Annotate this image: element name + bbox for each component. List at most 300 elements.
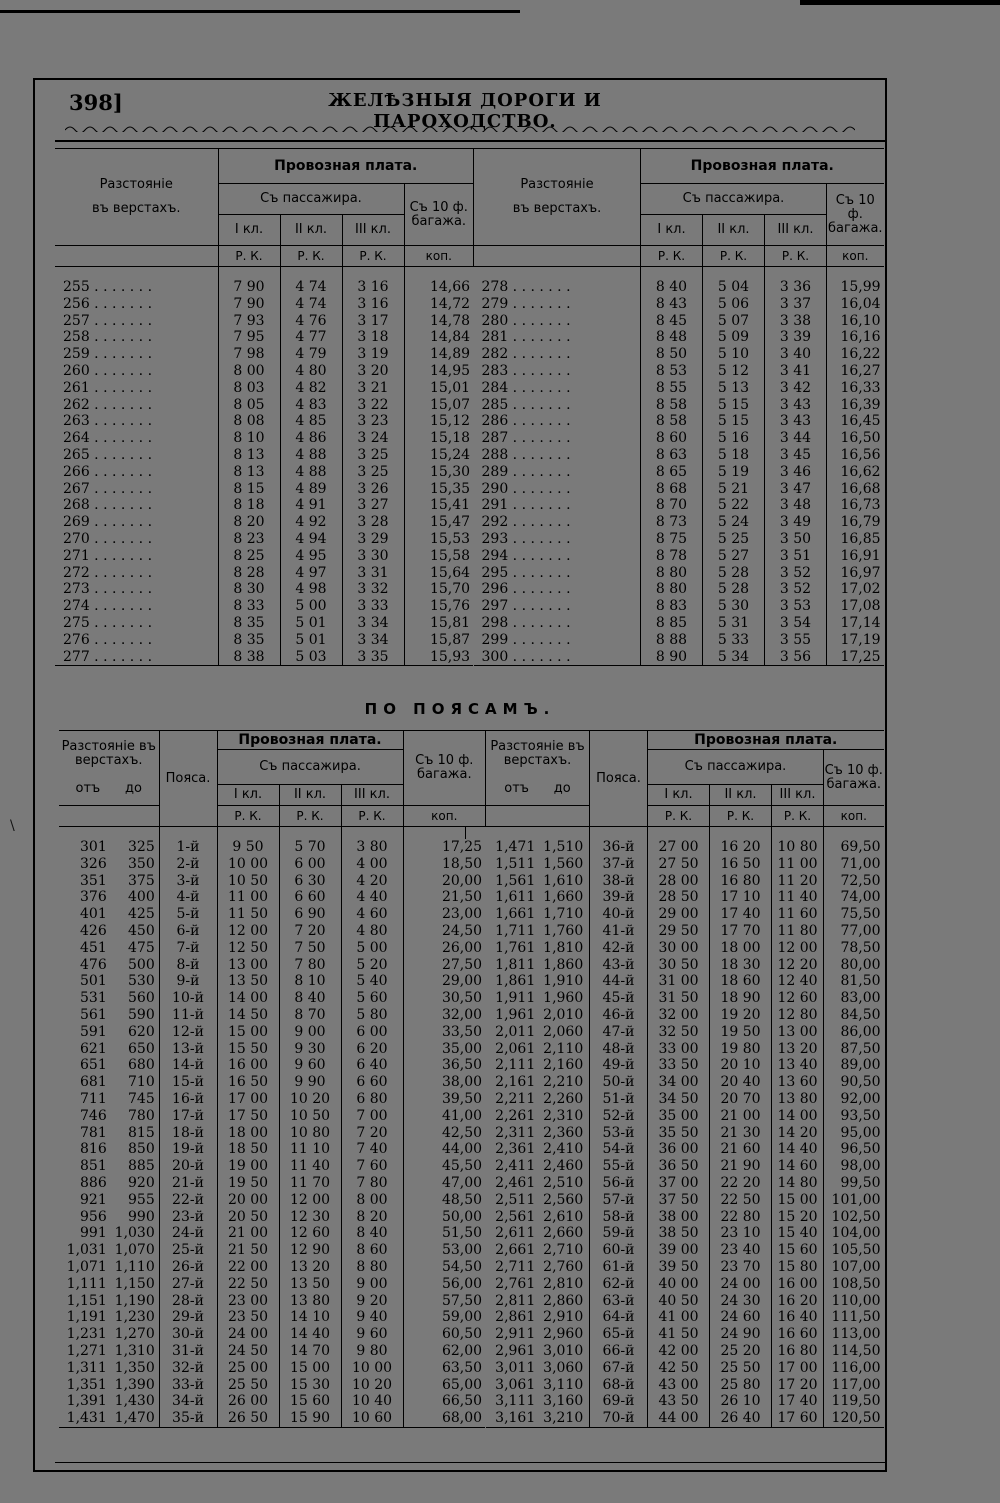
baggage-fare: 15,53 (404, 531, 473, 548)
baggage-fare: 16,10 (827, 313, 884, 330)
distance-header-line2: въ верстахъ. (512, 201, 602, 216)
table-row (59, 1259, 485, 1276)
zone-table-left-body (59, 827, 485, 1428)
unit-rk: Р. К. (341, 806, 403, 827)
class2-fare: 5 27 (703, 548, 765, 565)
baggage-fare: 86,00 (824, 1024, 884, 1041)
zone-cell: 44-й (590, 973, 648, 990)
distance-cell (474, 531, 641, 548)
range-from: 1,611 (495, 889, 536, 906)
leader-dots: . . . . . . . (89, 362, 153, 379)
range-from: 1,351 (66, 1376, 107, 1393)
distance-cell (55, 632, 218, 649)
table-row (486, 1309, 884, 1326)
class2-fare: 6 30 (279, 873, 341, 890)
table-row (474, 548, 884, 565)
range-cell (486, 1293, 590, 1310)
class3-fare: 8 40 (341, 1225, 403, 1242)
table-row (59, 1125, 485, 1142)
distance-cell (474, 346, 641, 363)
spacer-cell (827, 267, 884, 280)
leader-dots: . . . . . . . (508, 463, 571, 480)
class3-fare: 3 20 (342, 363, 404, 380)
class2-fare: 25 50 (710, 1360, 772, 1377)
baggage-fare: 15,70 (404, 581, 473, 598)
class1-fare: 42 00 (648, 1343, 710, 1360)
range-cell (486, 873, 590, 890)
range-cell (486, 990, 590, 1007)
class1-fare: 19 00 (217, 1158, 279, 1175)
distance-value: 290 (481, 480, 509, 497)
class3-fare: 13 40 (772, 1057, 824, 1074)
range-from: 1,561 (495, 872, 536, 889)
spacer-cell (403, 827, 465, 840)
range-to: 1,230 (114, 1309, 155, 1326)
class1-fare: 8 68 (641, 481, 703, 498)
class2-fare: 21 60 (710, 1141, 772, 1158)
baggage-fare: 14,72 (404, 296, 473, 313)
class2-header: II кл. (280, 215, 342, 246)
class1-fare: 8 55 (641, 380, 703, 397)
table-row (474, 447, 884, 464)
class3-fare: 3 38 (765, 313, 827, 330)
class3-fare: 3 44 (765, 430, 827, 447)
zone-table-right-body (486, 827, 884, 1428)
class2-fare: 4 88 (280, 464, 342, 481)
range-from: 1,961 (495, 1006, 536, 1023)
class3-fare: 3 51 (765, 548, 827, 565)
class3-fare: 3 48 (765, 497, 827, 514)
unit-rk: Р. К. (641, 246, 703, 267)
class2-fare: 10 50 (279, 1108, 341, 1125)
class1-fare: 8 58 (641, 397, 703, 414)
distance-value: 299 (481, 631, 509, 648)
distance-cell (474, 649, 641, 666)
class1-fare: 12 50 (217, 940, 279, 957)
distance-value: 294 (481, 547, 509, 564)
class3-fare: 13 20 (772, 1041, 824, 1058)
distance-header-line2: въ верстахъ. (91, 201, 181, 216)
zone-cell: 12-й (159, 1024, 217, 1041)
class3-fare: 3 25 (342, 447, 404, 464)
distance-cell (474, 296, 641, 313)
class2-fare: 24 00 (710, 1276, 772, 1293)
table-row (486, 1242, 884, 1259)
table-row (59, 1225, 485, 1242)
class3-fare: 16 40 (772, 1309, 824, 1326)
baggage-fare: 17,02 (827, 581, 884, 598)
class1-fare: 20 50 (217, 1209, 279, 1226)
class2-fare: 4 86 (280, 430, 342, 447)
distance-value: 292 (481, 514, 509, 531)
class3-fare: 3 24 (342, 430, 404, 447)
range-to: 990 (128, 1208, 155, 1225)
class1-fare: 18 50 (217, 1141, 279, 1158)
class1-fare: 7 90 (218, 279, 280, 296)
distance-value: 278 (481, 279, 509, 295)
leader-dots: . . . . . . . (89, 295, 153, 312)
range-to: 2,060 (543, 1023, 584, 1040)
class2-fare: 4 89 (280, 481, 342, 498)
class1-fare: 8 35 (218, 632, 280, 649)
distance-cell (55, 548, 218, 565)
distance-value: 259 (63, 346, 90, 363)
baggage-fare: 92,00 (824, 1091, 884, 1108)
class2-fare: 14 70 (279, 1343, 341, 1360)
unit-rk: Р. К. (280, 246, 342, 267)
range-cell (486, 1007, 590, 1024)
baggage-fare: 14,66 (404, 279, 473, 296)
range-from: 501 (80, 973, 107, 990)
baggage-fare: 51,50 (403, 1225, 485, 1242)
class3-fare: 3 18 (342, 329, 404, 346)
range-from: 2,211 (495, 1090, 536, 1107)
range-to: 815 (128, 1124, 155, 1141)
baggage-fare: 62,00 (403, 1343, 485, 1360)
distance-cell (55, 531, 218, 548)
range-cell (486, 839, 590, 856)
range-to: 500 (128, 956, 155, 973)
distance-cell (474, 363, 641, 380)
baggage-fare: 107,00 (824, 1259, 884, 1276)
unit-rk: Р. К. (703, 246, 765, 267)
range-to: 955 (128, 1191, 155, 1208)
class1-fare: 27 50 (648, 856, 710, 873)
baggage-header: Съ 10 ф. багажа. (827, 184, 884, 246)
class2-fare: 15 60 (279, 1393, 341, 1410)
class1-fare: 35 00 (648, 1108, 710, 1125)
table-row (55, 279, 473, 296)
table-row (486, 1141, 884, 1158)
class3-fare: 17 20 (772, 1377, 824, 1394)
table-row (59, 1158, 485, 1175)
class3-fare: 5 20 (341, 957, 403, 974)
range-to: 1,910 (543, 973, 584, 990)
class2-fare: 5 04 (703, 279, 765, 296)
class2-fare: 18 00 (710, 940, 772, 957)
baggage-fare: 36,50 (403, 1057, 485, 1074)
class3-header: III кл. (765, 215, 827, 246)
baggage-fare: 41,00 (403, 1108, 485, 1125)
baggage-fare: 66,50 (403, 1393, 485, 1410)
leader-dots: . . . . . . . (89, 530, 153, 547)
class1-fare: 8 70 (641, 497, 703, 514)
class1-fare: 8 83 (641, 598, 703, 615)
baggage-header: Съ 10 ф. багажа. (404, 184, 473, 246)
range-cell (59, 1276, 159, 1293)
range-to: 2,760 (543, 1258, 584, 1275)
table-row (59, 1276, 485, 1293)
range-from: 1,661 (495, 906, 536, 923)
table-row (59, 1041, 485, 1058)
class3-fare: 7 00 (341, 1108, 403, 1125)
class1-fare: 8 80 (641, 565, 703, 582)
baggage-fare: 83,00 (824, 990, 884, 1007)
baggage-fare: 74,00 (824, 889, 884, 906)
class3-fare: 3 52 (765, 565, 827, 582)
class2-fare: 7 50 (279, 940, 341, 957)
zone-cell: 65-й (590, 1326, 648, 1343)
table-row (486, 1360, 884, 1377)
distance-cell (474, 413, 641, 430)
class2-fare: 5 28 (703, 565, 765, 582)
table-row (59, 1393, 485, 1410)
baggage-fare: 16,27 (827, 363, 884, 380)
class2-fare: 5 01 (280, 632, 342, 649)
class3-fare: 11 60 (772, 906, 824, 923)
distance-cell (474, 615, 641, 632)
class1-fare: 20 00 (217, 1192, 279, 1209)
class3-fare: 5 80 (341, 1007, 403, 1024)
class1-fare: 7 93 (218, 313, 280, 330)
scan-edge-top-right (800, 0, 1000, 5)
baggage-fare: 99,50 (824, 1175, 884, 1192)
class3-fare: 15 40 (772, 1225, 824, 1242)
range-from: 561 (80, 1006, 107, 1023)
table-row (59, 839, 485, 856)
class2-fare: 23 10 (710, 1225, 772, 1242)
distance-cell (55, 413, 218, 430)
distance-value: 255 (63, 279, 90, 295)
range-to: 2,510 (543, 1174, 584, 1191)
distance-cell (55, 329, 218, 346)
class3-header: III кл. (342, 215, 404, 246)
spacer-cell (341, 827, 403, 840)
distance-cell (474, 632, 641, 649)
header-rule (55, 140, 885, 142)
baggage-fare: 15,47 (404, 514, 473, 531)
class1-fare: 17 00 (217, 1091, 279, 1108)
baggage-fare: 78,50 (824, 940, 884, 957)
range-to: 680 (128, 1057, 155, 1074)
class3-fare: 6 20 (341, 1041, 403, 1058)
table-row (59, 1309, 485, 1326)
distance-value: 272 (63, 564, 90, 581)
class1-fare: 9 50 (217, 839, 279, 856)
class3-fare: 3 21 (342, 380, 404, 397)
zone-cell: 33-й (159, 1377, 217, 1394)
baggage-fare: 15,18 (404, 430, 473, 447)
class3-fare: 3 34 (342, 615, 404, 632)
distance-cell (55, 296, 218, 313)
per-passenger-header: Съ пассажира. (217, 750, 403, 785)
range-cell (486, 940, 590, 957)
leader-dots: . . . . . . . (89, 396, 153, 413)
range-cell (486, 1108, 590, 1125)
range-from: 1,191 (66, 1309, 107, 1326)
class2-fare: 5 01 (280, 615, 342, 632)
baggage-fare: 14,95 (404, 363, 473, 380)
range-from: 956 (80, 1208, 107, 1225)
baggage-fare: 60,50 (403, 1326, 485, 1343)
range-to: 3,110 (543, 1376, 584, 1393)
class1-fare: 14 00 (217, 990, 279, 1007)
class2-fare: 20 70 (710, 1091, 772, 1108)
range-from: 2,561 (495, 1208, 536, 1225)
class3-fare: 6 40 (341, 1057, 403, 1074)
class2-fare: 24 60 (710, 1309, 772, 1326)
class2-fare: 12 90 (279, 1242, 341, 1259)
table-row (474, 313, 884, 330)
baggage-fare: 15,30 (404, 464, 473, 481)
leader-dots: . . . . . . . (89, 413, 153, 430)
baggage-fare: 57,50 (403, 1293, 485, 1310)
baggage-fare: 35,00 (403, 1041, 485, 1058)
class2-fare: 5 21 (703, 481, 765, 498)
class1-fare: 37 00 (648, 1175, 710, 1192)
zone-cell: 47-й (590, 1024, 648, 1041)
zone-cell: 41-й (590, 923, 648, 940)
range-cell (59, 923, 159, 940)
table-row (486, 1024, 884, 1041)
table-row (474, 380, 884, 397)
range-to: 1,350 (114, 1359, 155, 1376)
distance-value: 295 (481, 564, 509, 581)
range-cell (59, 1393, 159, 1410)
class3-fare: 14 00 (772, 1108, 824, 1125)
range-from: 451 (80, 939, 107, 956)
class3-fare: 12 80 (772, 1007, 824, 1024)
zone-cell: 63-й (590, 1293, 648, 1310)
baggage-fare: 120,50 (824, 1410, 884, 1427)
range-from: 1,071 (66, 1258, 107, 1275)
class2-fare: 12 30 (279, 1209, 341, 1226)
class3-fare: 3 19 (342, 346, 404, 363)
class1-fare: 10 50 (217, 873, 279, 890)
zone-cell: 38-й (590, 873, 648, 890)
table-row (59, 990, 485, 1007)
range-from: 1,511 (495, 855, 536, 872)
range-cell (486, 889, 590, 906)
leader-dots: . . . . . . . (508, 631, 571, 648)
class1-fare: 8 50 (641, 346, 703, 363)
range-from: 2,311 (495, 1124, 536, 1141)
range-to: 590 (128, 1006, 155, 1023)
leader-dots: . . . . . . . (508, 480, 571, 497)
table-row (55, 447, 473, 464)
zone-cell: 20-й (159, 1158, 217, 1175)
range-to: 3,010 (543, 1342, 584, 1359)
range-to: 350 (128, 855, 155, 872)
class2-fare: 11 40 (279, 1158, 341, 1175)
spacer-cell (641, 267, 703, 280)
class1-fare: 14 50 (217, 1007, 279, 1024)
zone-cell: 62-й (590, 1276, 648, 1293)
zone-cell: 69-й (590, 1393, 648, 1410)
range-to: 1,660 (543, 889, 584, 906)
range-cell (486, 1377, 590, 1394)
distance-cell (55, 615, 218, 632)
class1-fare: 8 05 (218, 397, 280, 414)
class1-header: I кл. (648, 785, 710, 806)
table-row (59, 1293, 485, 1310)
class2-fare: 12 60 (279, 1225, 341, 1242)
class2-fare: 5 15 (703, 413, 765, 430)
distance-value: 273 (63, 581, 90, 598)
range-cell (486, 957, 590, 974)
class2-fare: 25 20 (710, 1343, 772, 1360)
class1-fare: 7 95 (218, 329, 280, 346)
class1-fare: 35 50 (648, 1125, 710, 1142)
class2-fare: 5 10 (703, 346, 765, 363)
class2-fare: 9 90 (279, 1074, 341, 1091)
distance-cell (55, 397, 218, 414)
baggage-fare: 77,00 (824, 923, 884, 940)
distance-cell (474, 497, 641, 514)
range-to: 2,660 (543, 1225, 584, 1242)
range-to: 780 (128, 1107, 155, 1124)
leader-dots: . . . . . . . (89, 480, 153, 497)
distance-value: 266 (63, 463, 90, 480)
class3-fare: 3 29 (342, 531, 404, 548)
class2-fare: 5 13 (703, 380, 765, 397)
class1-fare: 38 00 (648, 1209, 710, 1226)
zone-cell: 14-й (159, 1057, 217, 1074)
table-row (59, 1108, 485, 1125)
range-cell (59, 1057, 159, 1074)
class2-fare: 6 00 (279, 856, 341, 873)
baggage-fare: 44,00 (403, 1141, 485, 1158)
range-to: 3,210 (543, 1410, 584, 1427)
class2-fare: 6 90 (279, 906, 341, 923)
range-from: 2,861 (495, 1309, 536, 1326)
class2-fare: 26 40 (710, 1410, 772, 1427)
distance-value: 263 (63, 413, 90, 430)
spacer-cell (404, 267, 473, 280)
distance-cell (474, 548, 641, 565)
zone-cell: 32-й (159, 1360, 217, 1377)
baggage-fare: 21,50 (403, 889, 485, 906)
baggage-fare: 69,50 (824, 839, 884, 856)
unit-rk: Р. К. (765, 246, 827, 267)
range-cell (59, 889, 159, 906)
range-from: 2,361 (495, 1141, 536, 1158)
class2-fare: 4 74 (280, 279, 342, 296)
zone-cell: 52-й (590, 1108, 648, 1125)
class3-fare: 3 55 (765, 632, 827, 649)
bottom-rule (55, 1462, 885, 1463)
class2-fare: 5 33 (703, 632, 765, 649)
class3-fare: 3 54 (765, 615, 827, 632)
class1-fare: 41 00 (648, 1309, 710, 1326)
zone-cell: 23-й (159, 1209, 217, 1226)
table-row (474, 430, 884, 447)
baggage-fare: 17,19 (827, 632, 884, 649)
baggage-fare: 17,25 (403, 839, 485, 856)
class2-fare: 21 90 (710, 1158, 772, 1175)
zone-cell: 55-й (590, 1158, 648, 1175)
baggage-fare: 42,50 (403, 1125, 485, 1142)
range-cell (486, 1276, 590, 1293)
fare-table-left-body (55, 267, 473, 666)
spacer-cell (765, 267, 827, 280)
table-row (55, 497, 473, 514)
class1-fare: 8 18 (218, 497, 280, 514)
range-cell (486, 1393, 590, 1410)
leader-dots: . . . . . . . (89, 446, 153, 463)
class1-fare: 40 50 (648, 1293, 710, 1310)
range-cell (486, 1074, 590, 1091)
zone-cell: 58-й (590, 1209, 648, 1226)
class2-fare: 8 10 (279, 973, 341, 990)
leader-dots: . . . . . . . (508, 413, 571, 430)
class1-fare: 23 00 (217, 1293, 279, 1310)
per-passenger-header: Съ пассажира. (648, 750, 824, 785)
class1-fare: 8 20 (218, 514, 280, 531)
distance-header (55, 149, 218, 246)
class2-fare: 9 30 (279, 1041, 341, 1058)
class2-fare: 16 50 (710, 856, 772, 873)
